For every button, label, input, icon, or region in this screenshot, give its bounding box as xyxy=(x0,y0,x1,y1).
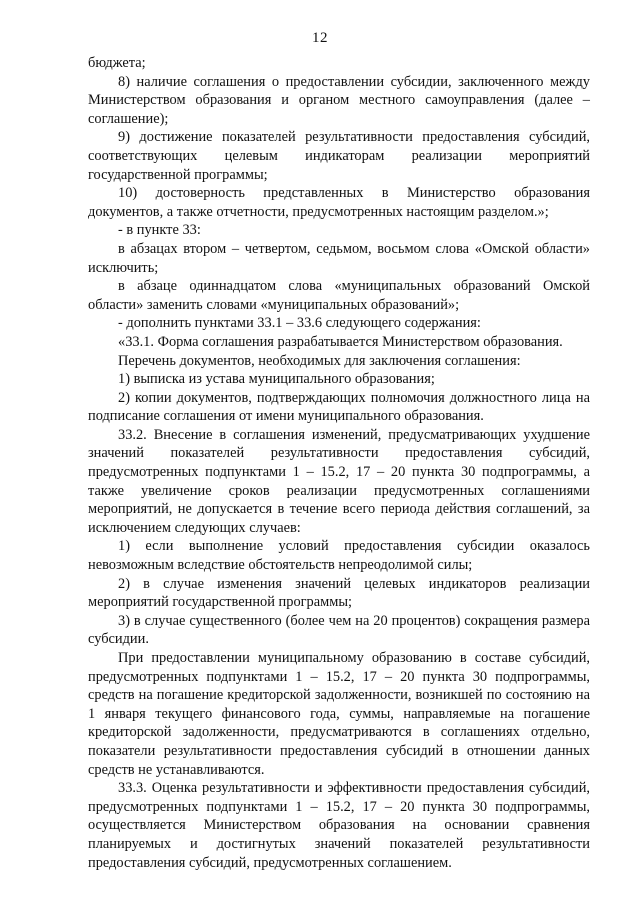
paragraph: бюджета; xyxy=(88,55,146,71)
page-number: 12 xyxy=(312,30,328,46)
paragraph: 33.3. Оценка результативности и эффективности предоставления субсидий, предусмотренных подпунктами 1 – 15.2, 17 – 20 пункта 30 подпрограммы, осуществляется Министерством образования на основании сравнения планируемых и достигнутых значений показателей результативности предоставления субсидий, предусмотренных соглашением. xyxy=(88,780,590,871)
paragraph: 8) наличие соглашения о предоставлении субсидии, заключенного между Министерством образования и органом местного самоуправления (далее – соглашение); xyxy=(88,73,590,127)
paragraph: 9) достижение показателей результативности предоставления субсидий, соответствующих целевым индикаторам реализации мероприятий государственной программы; xyxy=(88,129,590,183)
paragraph: 3) в случае существенного (более чем на 20 процентов) сокращения размера субсидии. xyxy=(88,612,590,648)
paragraph: 1) если выполнение условий предоставления субсидии оказалось невозможным вследствие обстоятельств непреодолимой силы; xyxy=(88,538,590,574)
document-body xyxy=(88,54,590,872)
paragraph: «33.1. Форма соглашения разрабатывается Министерством образования. xyxy=(118,333,563,350)
paragraph: 33.2. Внесение в соглашения изменений, предусматривающих ухудшение значений показателей результативности предоставления субсидий, предусмотренных подпунктами 1 – 15.2, 17 – 20 пункта 30 подпрограммы, а также увеличение сроков реализации предусмотренных соглашениями мероприятий, не допускается в течение всего периода действия соглашений, за исключением следующих случаев: xyxy=(88,426,590,536)
paragraph: - дополнить пунктами 33.1 – 33.6 следующего содержания: xyxy=(118,315,481,332)
paragraph: При предоставлении муниципальному образованию в составе субсидий, предусмотренных подпунктами 1 – 15.2, 17 – 20 пункта 30 подпрограммы, средств на погашение кредиторской задолженности, возникшей по состоянию на 1 января текущего финансового года, суммы, направляемые на погашение кредиторской задолженности, предусматриваются в соглашениях отдельно, показатели результативности предоставления субсидий в отношении данных средств не устанавливаются. xyxy=(88,650,590,778)
paragraph: 10) достоверность представленных в Министерство образования документов, а также отчетности, предусмотренных настоящим разделом.»; xyxy=(88,185,590,220)
paragraph: в абзаце одиннадцатом слова «муниципальных образований Омской области» заменить словами «муниципальных образований»; xyxy=(88,278,590,313)
paragraph: 1) выписка из устава муниципального образования; xyxy=(118,371,435,388)
paragraph: 2) копии документов, подтверждающих полномочия должностного лица на подписание соглашения от имени муниципального образования. xyxy=(88,389,590,425)
paragraph: 2) в случае изменения значений целевых индикаторов реализации мероприятий государственной программы; xyxy=(88,575,590,611)
paragraph: в абзацах втором – четвертом, седьмом, восьмом слова «Омской области» исключить; xyxy=(88,240,590,276)
paragraph: Перечень документов, необходимых для заключения соглашения: xyxy=(118,352,521,369)
paragraph: - в пункте 33: xyxy=(118,222,201,239)
